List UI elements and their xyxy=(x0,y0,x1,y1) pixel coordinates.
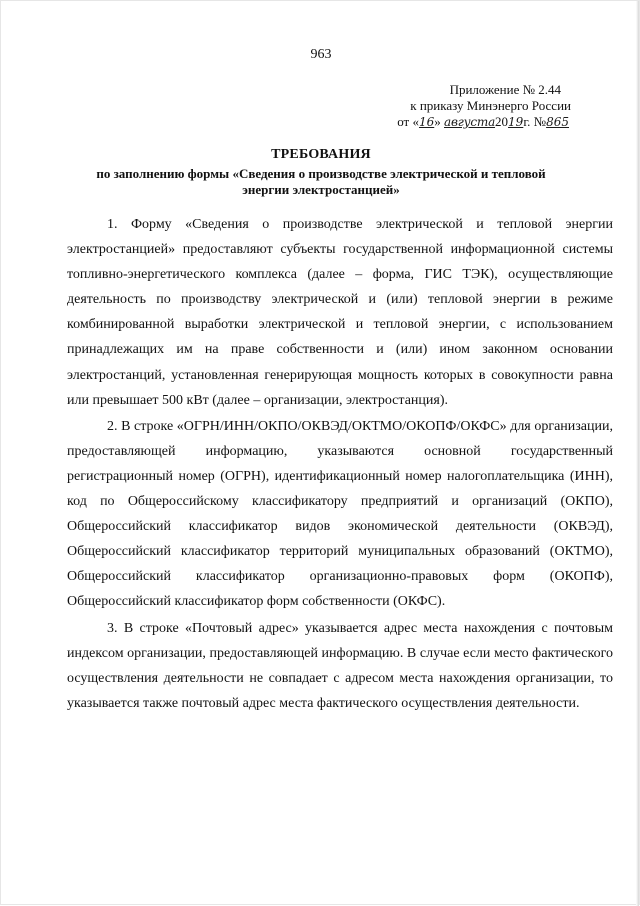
annex-date-number xyxy=(361,114,571,130)
annex-year-handwritten: 19 xyxy=(508,115,524,129)
annex-day-handwritten: 16 xyxy=(418,115,435,129)
annex-order-reference: к приказу Минэнерго России xyxy=(410,98,571,113)
annex-month-handwritten: августа xyxy=(444,115,496,129)
annex-date-mid: » xyxy=(434,114,444,129)
annex-year-prefix: 20 xyxy=(495,114,509,129)
annex-date-prefix: от « xyxy=(397,114,419,129)
paragraph-1: 1. Форму «Сведения о производстве электрической и тепловой энергии электростанцией» предоставляют субъекты государственной информационной системы топливно-энергетического комплекса (далее – форма, ГИС ТЭК), осуществляющие деятельность по производству электрической и (или) тепловой энергии в режиме комбинированной выработки электрической и тепловой энергии, с использованием принадлежащих им на праве собственности и (или) ином законном основании электростанций, установленная генерирующая мощность которых в совокупности равна или превышает 500 кВт (далее – организации, электростанция). xyxy=(67,217,613,408)
paragraph-3: 3. В строке «Почтовый адрес» указывается адрес места нахождения с почтовым индексом организации, предоставляющей информацию. В случае если место фактического осуществления деятельности не совпадает с адресом места нахождения организации, то указывается также почтовый адрес места фактического осуществления деятельности. xyxy=(67,620,613,711)
page-number: 963 xyxy=(310,47,332,62)
annex-number-handwritten: 865 xyxy=(546,115,569,129)
scan-edge xyxy=(636,1,639,906)
annex-title: Приложение № 2.44 xyxy=(449,82,561,97)
document-subtitle: по заполнению формы «Сведения о производстве электрической и тепловой энергии электростанцией» xyxy=(96,166,546,197)
annex-number-label: г. № xyxy=(523,114,547,129)
paragraph-2: 2. В строке «ОГРН/ИНН/ОКПО/ОКВЭД/ОКТМО/ОКОПФ/ОКФС» для организации, предоставляющей информацию, указываются основной государственный регистрационный номер (ОГРН), идентификационный номер налогоплательщика (ИНН), код по Общероссийскому классификатору предприятий и организаций (ОКПО), Общероссийский классификатор видов экономической деятельности (ОКВЭД), Общероссийский классификатор территорий муниципальных образований (ОКТМО), Общероссийский классификатор организационно-правовых форм (ОКОПФ), Общероссийский классификатор форм собственности (ОКФС). xyxy=(67,418,613,610)
annex-header xyxy=(361,82,571,130)
document-body xyxy=(67,212,613,716)
document-title: ТРЕБОВАНИЯ xyxy=(271,147,371,162)
